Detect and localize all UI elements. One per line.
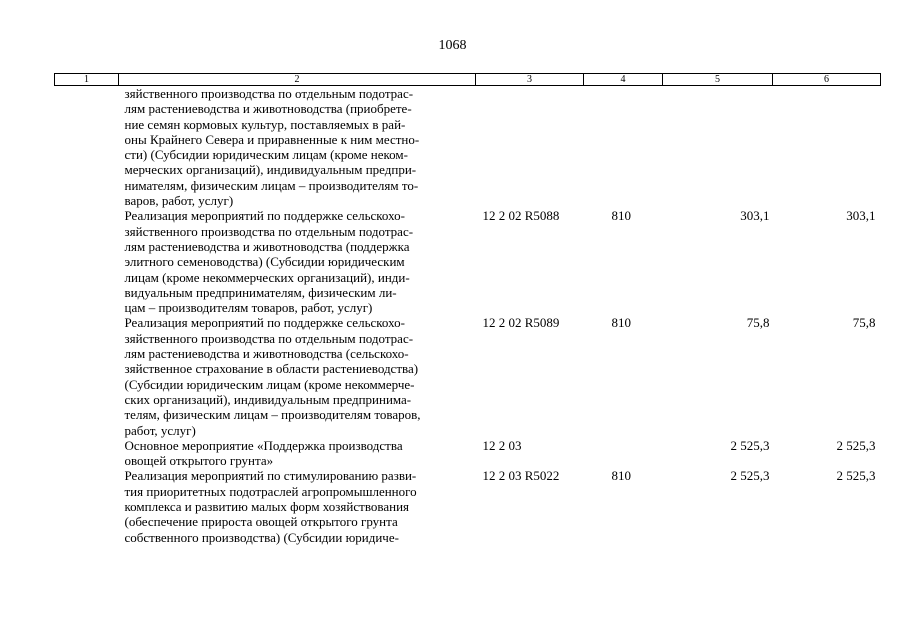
description-line: видуальным предпринимателям, физическим ли- bbox=[124, 284, 397, 300]
description-line: тия приоритетных подотраслей агропромышленного bbox=[124, 483, 417, 499]
description-line: овощей открытого грунта» bbox=[124, 453, 274, 469]
description-line: Реализация мероприятий по стимулированию разви- bbox=[124, 468, 417, 484]
cell-expense-type bbox=[584, 86, 663, 209]
cell-sum-1: 2 525,3 bbox=[730, 437, 770, 453]
cell-empty bbox=[55, 86, 119, 209]
cell-description bbox=[119, 468, 476, 544]
description-line: зяйственного производства по отдельным подотрас- bbox=[124, 86, 414, 101]
cell-empty bbox=[55, 468, 119, 544]
description-line: варов, работ, услуг) bbox=[124, 193, 234, 209]
description-line: ских организаций), индивидуальным предпринима- bbox=[124, 391, 412, 407]
cell-sum-1 bbox=[663, 86, 773, 209]
cell-sum-2: 2 525,3 bbox=[836, 468, 876, 484]
description-line: цам – производителям товаров, работ, услуг) bbox=[124, 300, 373, 316]
cell-description bbox=[119, 438, 476, 469]
description-line: сти) (Субсидии юридическим лицам (кроме неком- bbox=[124, 147, 408, 163]
cell-sum-2: 75,8 bbox=[852, 315, 876, 331]
description-line: лям растениеводства и животноводства (приобрете- bbox=[124, 101, 412, 117]
cell-code: 12 2 02 R5089 bbox=[482, 315, 560, 331]
cell-expense-type: 810 bbox=[611, 468, 631, 484]
cell-empty bbox=[55, 315, 119, 437]
description-line: лям растениеводства и животноводства (сельскохо- bbox=[124, 346, 409, 362]
description-line: мерческих организаций), индивидуальным предпри- bbox=[124, 162, 417, 178]
cell-sum-1: 2 525,3 bbox=[730, 468, 770, 484]
description-line: Основное мероприятие «Поддержка производства bbox=[124, 437, 403, 453]
description-line: (обеспечение прироста овощей открытого грунта bbox=[124, 514, 398, 530]
cell-code: 12 2 03 bbox=[482, 437, 522, 453]
column-header-6: 6 bbox=[773, 74, 881, 86]
description-line: нимателям, физическим лицам – производителям то- bbox=[124, 177, 419, 193]
description-line: ние семян кормовых культур, поставляемых в рай- bbox=[124, 116, 406, 132]
column-number-header-row bbox=[55, 74, 881, 86]
table-row bbox=[55, 86, 881, 209]
cell-code: 12 2 02 R5088 bbox=[482, 208, 560, 224]
table-row bbox=[55, 468, 881, 544]
cell-sum-2 bbox=[773, 86, 881, 209]
description-line: лям растениеводства и животноводства (поддержка bbox=[124, 238, 410, 254]
column-header-5: 5 bbox=[663, 74, 773, 86]
description-line: элитного семеноводства) (Субсидии юридическим bbox=[124, 254, 405, 270]
cell-description bbox=[119, 208, 476, 315]
description-line: зяйственного производства по отдельным подотрас- bbox=[124, 223, 414, 239]
cell-expense-type: 810 bbox=[611, 315, 631, 331]
description-line: зяйственного производства по отдельным подотрас- bbox=[124, 330, 414, 346]
description-line: комплекса и развитию малых форм хозяйствования bbox=[124, 499, 410, 515]
cell-expense-type: 810 bbox=[611, 208, 631, 224]
table-row bbox=[55, 315, 881, 437]
cell-description bbox=[119, 86, 476, 209]
cell-sum-1: 75,8 bbox=[746, 315, 770, 331]
budget-table bbox=[54, 73, 881, 545]
column-header-1: 1 bbox=[55, 74, 119, 86]
cell-expense-type bbox=[584, 438, 663, 469]
cell-empty bbox=[55, 208, 119, 315]
cell-code bbox=[476, 86, 584, 209]
table-row bbox=[55, 208, 881, 315]
description-line: (Субсидии юридическим лицам (кроме некоммерче- bbox=[124, 376, 415, 392]
table-row bbox=[55, 438, 881, 469]
cell-sum-2: 303,1 bbox=[846, 208, 876, 224]
cell-sum-1: 303,1 bbox=[740, 208, 770, 224]
column-header-3: 3 bbox=[476, 74, 584, 86]
description-line: Реализация мероприятий по поддержке сельскохо- bbox=[124, 208, 405, 224]
page-number: 1068 bbox=[438, 38, 467, 53]
cell-code: 12 2 03 R5022 bbox=[482, 468, 560, 484]
column-header-2: 2 bbox=[119, 74, 476, 86]
description-line: лицам (кроме некоммерческих организаций), инди- bbox=[124, 269, 410, 285]
cell-description bbox=[119, 315, 476, 437]
column-header-4: 4 bbox=[584, 74, 663, 86]
description-line: работ, услуг) bbox=[124, 422, 196, 438]
cell-sum-2: 2 525,3 bbox=[836, 437, 876, 453]
description-line: оны Крайнего Севера и приравненные к ним местно- bbox=[124, 131, 420, 147]
description-line: зяйственное страхование в области растениеводства) bbox=[124, 361, 419, 377]
description-line: телям, физическим лицам – производителям товаров, bbox=[124, 407, 421, 423]
description-line: собственного производства) (Субсидии юридиче- bbox=[124, 529, 399, 545]
description-line: Реализация мероприятий по поддержке сельскохо- bbox=[124, 315, 405, 331]
cell-empty bbox=[55, 438, 119, 469]
